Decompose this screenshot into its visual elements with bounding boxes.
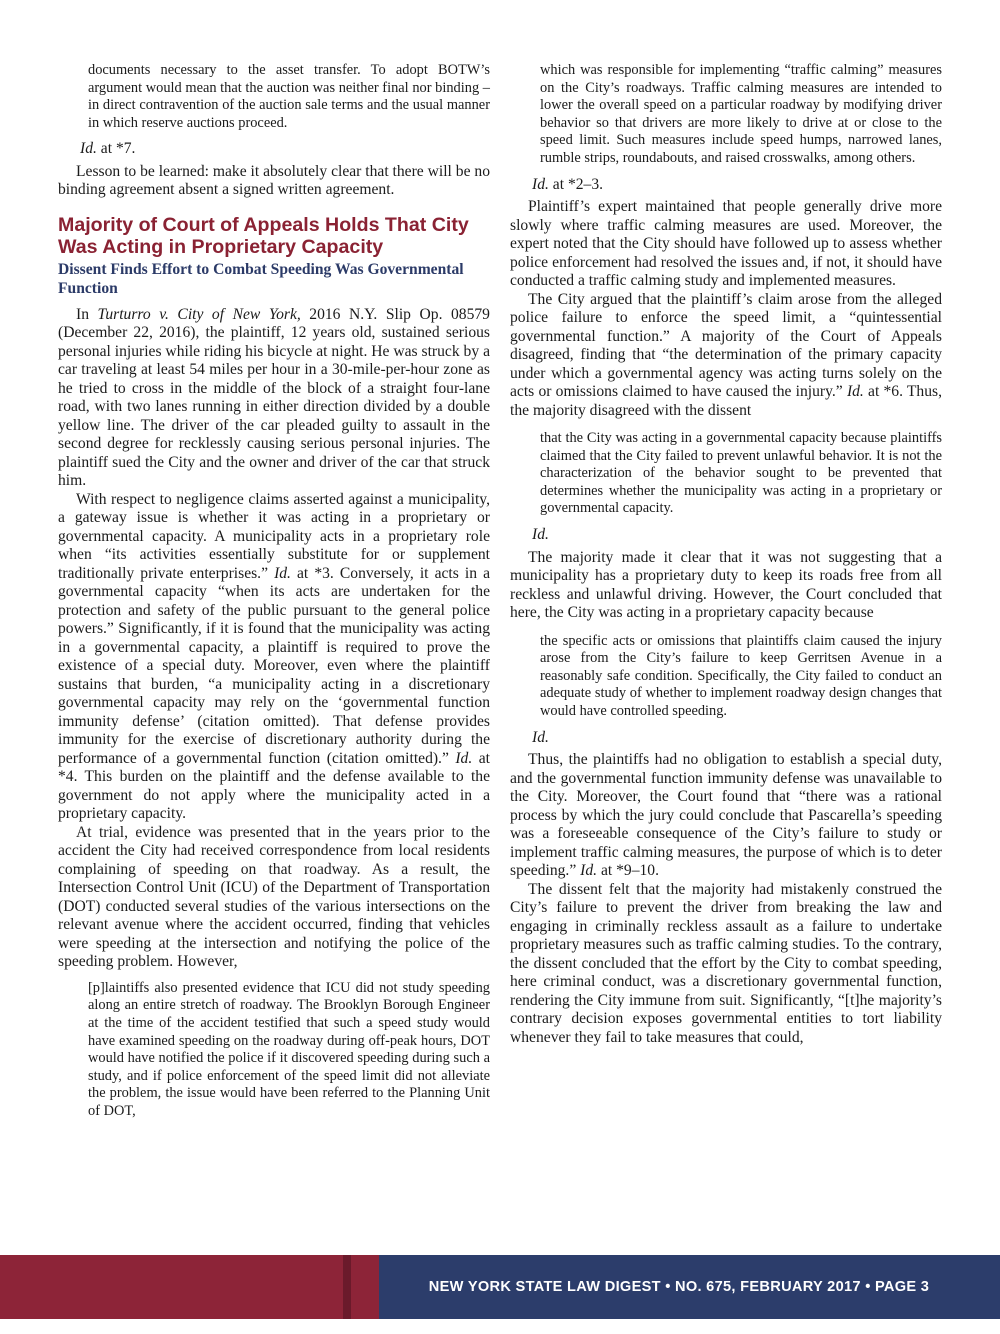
- footer-band-red: [0, 1255, 343, 1319]
- paragraph-case-facts: [58, 306, 490, 491]
- right-column: [510, 62, 942, 1047]
- article-heading: Majority of Court of Appeals Holds That City Was Acting in Proprietary Capacity: [58, 213, 469, 258]
- paragraph-immunity: [510, 751, 942, 881]
- block-quote-auction: documents necessary to the asset transfer. To adopt BOTW’s argument would mean that the auction was neither final nor binding – in direct contravention of the auction sale terms and the usual manner in which reserve auctions proceed.: [88, 62, 490, 131]
- text: at *3. Conversely, it acts in a governmental capacity “when its acts are undertaken for the protection and safety of the public pursuant to the general police powers.” Significantly, if it is found that the municipality was acting in a governmental capacity, a plaintiff is required to prove the existence of a special duty. Moreover, even where the plaintiff sustains that burden, “a municipality acting in a discretionary governmental capacity may rely on the ‘governmental function immunity defense’ (citation omitted). That defense provides immunity for the exercise of discretionary authority during the performance of a governmental function (citation omitted).”: [58, 564, 490, 767]
- text: 2016 N.Y. Slip Op. 08579 (December 22, 2016), the plaintiff, 12 years old, sustained serious personal injuries while riding his bicycle at night. He was struck by a car traveling at least 54 miles per hour in a 30-mile-per-hour zone as he tried to cross in the middle of the block of a straight four-lane road, with two lanes running in either direction divided by a double yellow line. The driver of the car pleaded guilty to assault in the second degree for recklessly causing serious personal injuries. The plaintiff sued the City and the owner and driver of the car that struck him.: [58, 305, 490, 490]
- citation-id: Id.: [274, 564, 291, 582]
- article-subheading: Dissent Finds Effort to Combat Speeding Was Governmental Function: [58, 260, 464, 297]
- text: The City argued that the plaintiff’s claim arose from the alleged police failure to enforce the speed limit, a “quintessential governmental function.” A majority of the Court of Appeals disagreed, finding that “the determination of the primary capacity under which a governmental agency was acting turns solely on the acts or omissions claimed to have caused the injury.”: [510, 290, 942, 401]
- block-quote-evidence: [p]laintiffs also presented evidence that ICU did not study speeding along an entire stretch of roadway. The Brooklyn Borough Engineer at the time of the accident testified that such a speed study would have examined speeding on the roadway during off-peak hours, DOT would have notified the police if it discovered speeding during such a study, and if police enforcement of the speed limit did not alleviate the problem, the issue would have been referred to the Planning Unit of DOT,: [88, 979, 490, 1120]
- citation: [80, 140, 490, 159]
- paragraph-expert: Plaintiff’s expert maintained that people generally drive more slowly where traffic calming measures are used. Moreover, the expert noted that the City should have followed up to assess whether police enforcement had resolved the issues and, if not, it should have conducted a traffic calming study and implemented measures.: [510, 198, 942, 290]
- paragraph-dissent: The dissent felt that the majority had mistakenly construed the City’s failure to prevent the driver from breaking the law and engaging in criminally reckless assault as a failure to undertake proprietary measures such as traffic calming studies. To the contrary, the dissent concluded that the effort by the City to combat speeding, here criminal conduct, was a discretionary governmental function, rendering the City immune from suit. Significantly, “[t]he majority’s contrary decision exposes governmental entities to tort liability whenever they fail to take measures that could,: [510, 880, 942, 1046]
- citation-id: Id.: [580, 862, 598, 879]
- text: at *4. This burden on the plaintiff and the defense available to the government do not apply where the municipality acted in a proprietary capacity.: [58, 749, 490, 823]
- paragraph-capacity: [58, 491, 490, 824]
- footer-publication-line: NEW YORK STATE LAW DIGEST • NO. 675, FEBRUARY 2017 • PAGE 3: [428, 1279, 930, 1295]
- citation-pin: at *2–3.: [548, 175, 604, 193]
- citation-id: Id.: [80, 140, 97, 158]
- text: In: [76, 305, 98, 323]
- citation-pin: at *7.: [96, 140, 136, 158]
- paragraph-majority: The majority made it clear that it was not suggesting that a municipality has a proprietary duty to keep its roads free from all reckless and unlawful driving. However, the Court concluded that here, the City was acting in a proprietary capacity because: [510, 548, 942, 622]
- paragraph-city-argument: [510, 291, 942, 421]
- footer-band-divider: [343, 1255, 351, 1319]
- case-name: Turturro v. City of New York,: [97, 305, 301, 323]
- citation: [532, 176, 942, 195]
- citation: Id.: [532, 526, 549, 544]
- citation-id: Id.: [846, 383, 864, 401]
- citation-id: Id.: [455, 749, 473, 767]
- text: Thus, the plaintiffs had no obligation to establish a special duty, and the governmental function immunity defense was unavailable to the City. Moreover, the Court found that “there was a rational process by which the jury could conclude that Pascarella’s speeding was a foreseeable consequence of the City’s failure to study or implement traffic calming measures, the purpose of which is to deter speeding.”: [510, 751, 942, 879]
- text: With respect to negligence claims asserted against a municipality, a gateway issue is whether it was acting in a proprietary or governmental capacity. A municipality acts in a proprietary role when “its activities essentially substitute for or supplement traditionally private enterprises.”: [58, 490, 490, 582]
- block-quote-traffic-calming: which was responsible for implementing “traffic calming” measures on the City’s roadways. Traffic calming measures are intended to lower the overall speed on a particular roadway by modifying driver behavior so that drivers are more likely to drive at or close to the speed limit. Such measures include speed humps, narrowed lanes, rumble strips, roundabouts, and raised crosswalks, among others.: [540, 62, 942, 166]
- page-footer: [0, 1255, 1000, 1319]
- paragraph-trial: At trial, evidence was presented that in the years prior to the accident the City had received correspondence from local residents complaining of speeding on that roadway. As a result, the Intersection Control Unit (ICU) of the Department of Transportation (DOT) conducted several studies of the various intersections on the relevant avenue where the accident occurred, finding that vehicles were speeding at the intersection and notifying the police of the speeding problem. However,: [58, 823, 490, 971]
- block-quote-dissent: that the City was acting in a governmental capacity because plaintiffs claimed that the City failed to prevent unlawful behavior. It is not the characterization of the behavior sought to be prevented that determines whether the municipality was acting in a proprietary or governmental capacity.: [540, 430, 942, 517]
- text: at *6. Thus, the majority disagreed with the dissent: [510, 383, 942, 419]
- citation: Id.: [532, 728, 549, 746]
- block-quote-gerritsen: the specific acts or omissions that plaintiffs claim caused the injury arose from the City’s failure to keep Gerritsen Avenue in a reasonably safe condition. Specifically, the City failed to conduct an adequate study of whether to implement roadway design changes that would have controlled speeding.: [540, 632, 942, 719]
- text: at *9–10.: [597, 862, 659, 879]
- citation-id: Id.: [532, 175, 549, 193]
- lesson-paragraph: Lesson to be learned: make it absolutely clear that there will be no binding agreement absent a signed written agreement.: [58, 162, 490, 199]
- left-column: [58, 62, 490, 1121]
- footer-band-red-small: [351, 1255, 379, 1319]
